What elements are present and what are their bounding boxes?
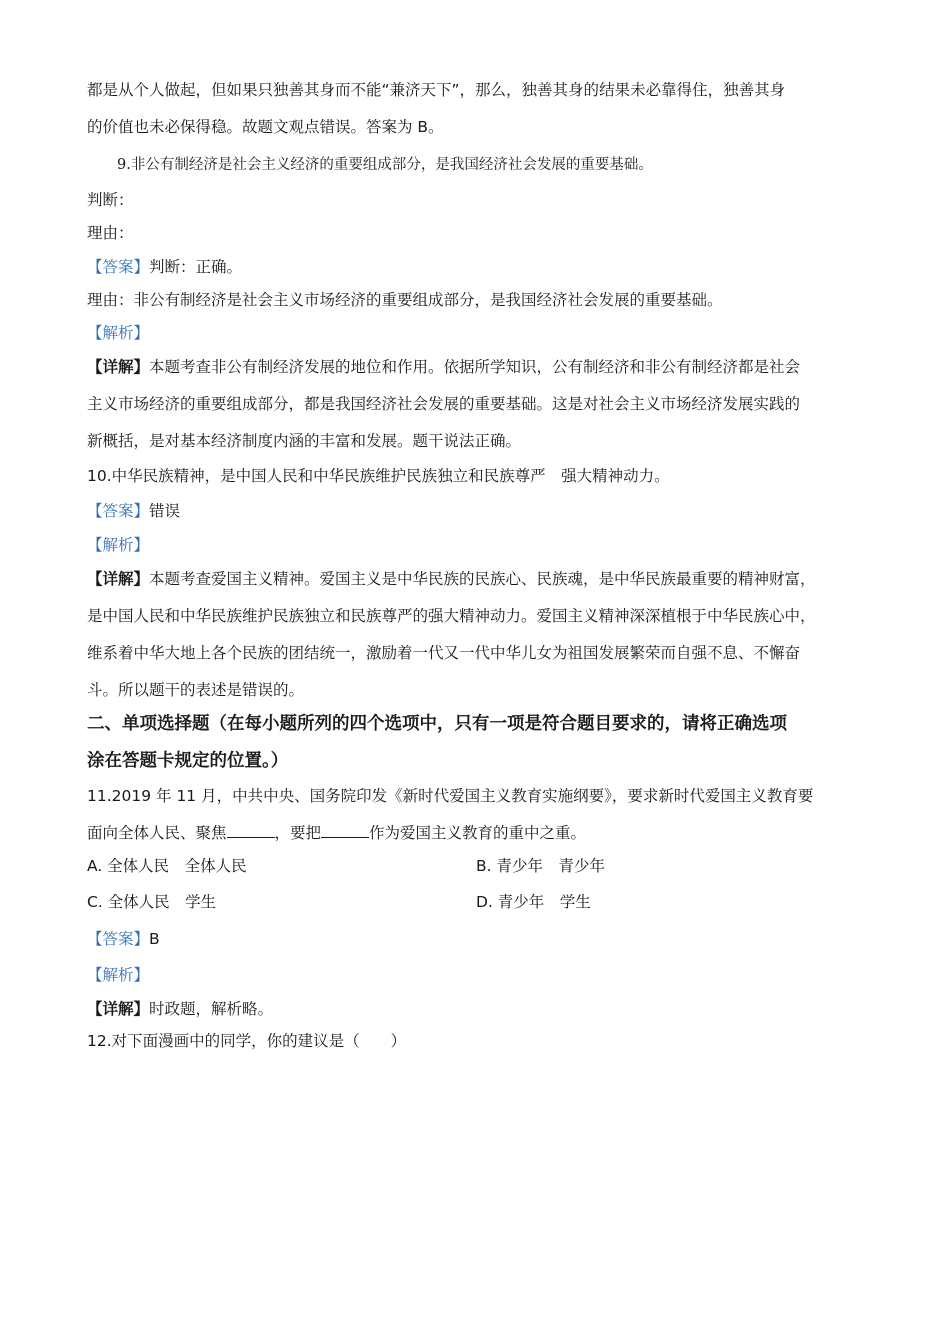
detail-text: 本题考查爱国主义精神。爱国主义是中华民族的民族心、民族魂，是中华民族最重要的精神财富，	[149, 570, 816, 588]
section-heading-cont: 涂在答题卡规定的位置。）	[87, 751, 289, 771]
detail-tag: 【详解】	[87, 570, 150, 588]
q9-reason-label: 理由：	[87, 224, 134, 242]
q10-detail-4: 斗。所以题干的表述是错误的。	[87, 681, 305, 699]
answer-text: B	[149, 930, 160, 948]
detail-text: 本题考查非公有制经济发展的地位和作用。依据所学知识，公有制经济和非公有制经济都是社会	[149, 358, 801, 376]
q11-text-c: 作为爱国主义教育的重中之重。	[369, 824, 587, 842]
question-11: 11.2019 年 11 月，中共中央、国务院印发《新时代爱国主义教育实施纲要》，要求新时代爱国主义教育要	[87, 787, 814, 805]
option-b: B. 青少年 青少年	[476, 857, 605, 875]
q9-analysis-tag: 【解析】	[87, 324, 150, 342]
q9-detail-3: 新概括，是对基本经济制度内涵的丰富和发展。题干说法正确。	[87, 432, 522, 450]
q10-analysis-tag: 【解析】	[87, 536, 150, 554]
question-11-cont	[87, 822, 586, 844]
q9-answer	[87, 256, 242, 278]
q11-answer	[87, 928, 160, 950]
fill-blank	[321, 823, 369, 838]
q10-answer	[87, 500, 180, 522]
answer-tag: 【答案】	[87, 930, 150, 948]
question-10: 10.中华民族精神，是中国人民和中华民族维护民族独立和民族尊严 强大精神动力。	[87, 467, 670, 485]
answer-text: 错误	[149, 502, 181, 520]
option-d: D. 青少年 学生	[476, 893, 591, 911]
answer-tag: 【答案】	[87, 258, 150, 276]
q11-text-a: 面向全体人民、聚焦	[87, 824, 227, 842]
question-12: 12.对下面漫画中的同学，你的建议是（ ）	[87, 1032, 407, 1050]
q10-detail-1	[87, 568, 816, 590]
fill-blank	[227, 823, 275, 838]
q11-text-b: ，要把	[274, 824, 322, 842]
answer-tag: 【答案】	[87, 502, 150, 520]
q10-detail-2: 是中国人民和中华民族维护民族独立和民族尊严的强大精神动力。爱国主义精神深深植根于中华民族心中，	[87, 607, 816, 625]
text-line: 都是从个人做起，但如果只独善其身而不能“兼济天下”，那么，独善其身的结果未必靠得住，独善其身	[87, 81, 786, 99]
question-9: 9.非公有制经济是社会主义经济的重要组成部分，是我国经济社会发展的重要基础。	[117, 157, 653, 173]
q9-judge-label: 判断：	[87, 191, 134, 209]
text-line: 的价值也未必保得稳。故题文观点错误。答案为 B。	[87, 118, 444, 136]
q11-analysis-tag: 【解析】	[87, 966, 150, 984]
answer-text: 判断：正确。	[149, 258, 243, 276]
q9-detail-2: 主义市场经济的重要组成部分，都是我国经济社会发展的重要基础。这是对社会主义市场经济发展实践的	[87, 395, 801, 413]
section-heading: 二、单项选择题（在每小题所列的四个选项中，只有一项是符合题目要求的，请将正确选项	[87, 714, 787, 734]
q9-reason-answer: 理由：非公有制经济是社会主义市场经济的重要组成部分，是我国经济社会发展的重要基础。	[87, 291, 723, 309]
q9-detail-1	[87, 356, 800, 378]
q10-detail-3: 维系着中华大地上各个民族的团结统一，激励着一代又一代中华儿女为祖国发展繁荣而自强不息、不懈奋	[87, 644, 801, 662]
detail-text: 时政题，解析略。	[149, 1000, 274, 1018]
detail-tag: 【详解】	[87, 1000, 150, 1018]
q11-detail	[87, 998, 273, 1020]
option-a: A. 全体人民 全体人民	[87, 857, 247, 875]
option-c: C. 全体人民 学生	[87, 893, 217, 911]
detail-tag: 【详解】	[87, 358, 150, 376]
